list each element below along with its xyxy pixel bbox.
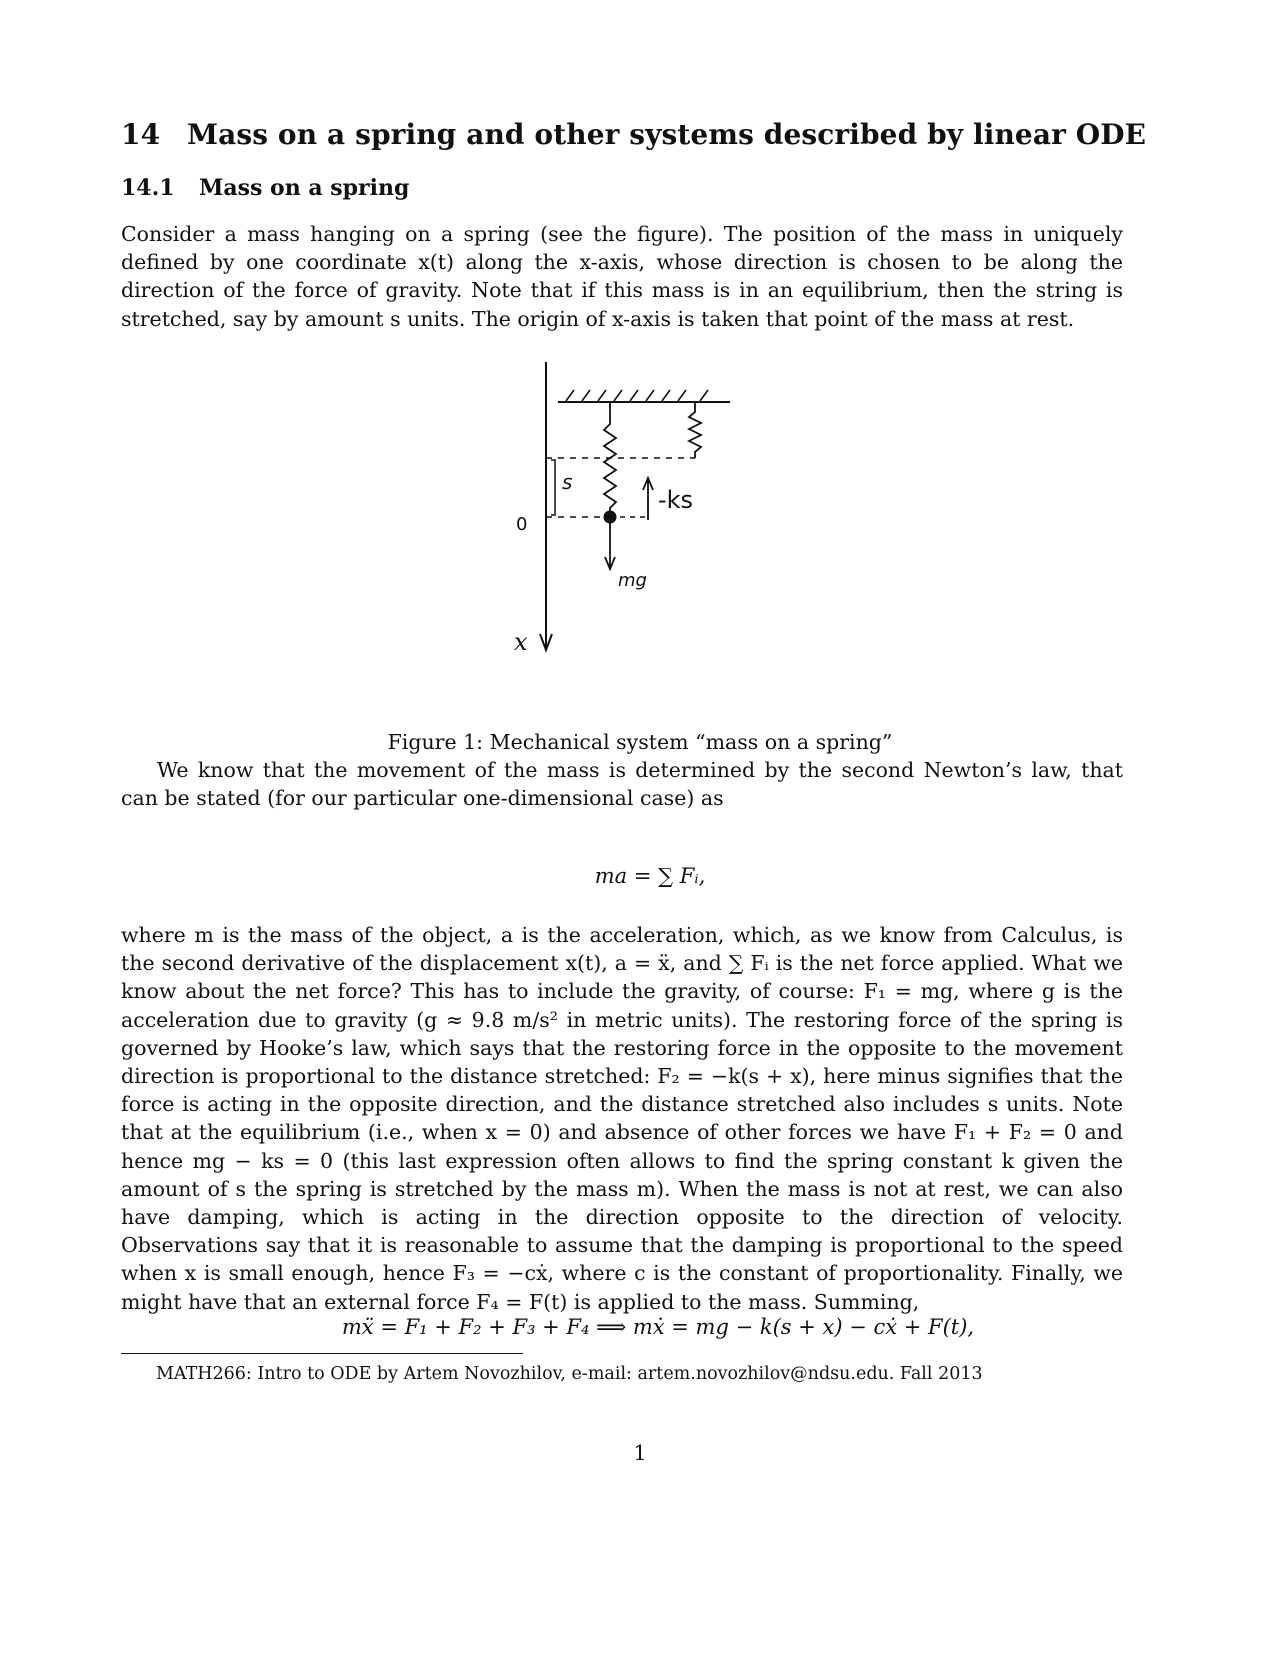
- unstretched-spring: [689, 402, 701, 458]
- subsection-number: 14.1: [121, 175, 175, 201]
- spring-mass-figure: [500, 362, 760, 682]
- ceiling-hatching: [566, 390, 708, 401]
- x-axis-label: x: [514, 628, 528, 656]
- section-heading: [121, 118, 1161, 151]
- footnote: MATH266: Intro to ODE by Artem Novozhilov, e-mail: artem.novozhilov@ndsu.edu. Fall 2013: [156, 1364, 983, 1384]
- mass-dot: [604, 511, 617, 524]
- summed-equation: mẍ = F₁ + F₂ + F₃ + F₄ ⟹ mẋ = mg − k(s + x) − cẋ + F(t),: [341, 1315, 975, 1339]
- page-number: 1: [633, 1441, 647, 1465]
- s-brace: [551, 460, 555, 515]
- section-title: Mass on a spring and other systems described by linear ODE: [187, 118, 1147, 151]
- mg-label: mg: [618, 570, 647, 591]
- section-number: 14: [121, 118, 161, 151]
- subsection-heading: [121, 175, 409, 201]
- intro-paragraph: Consider a mass hanging on a spring (see the figure). The position of the mass in uniquely defined by one coordinate x(t) along the x-axis, whose direction is chosen to be along the direction of the force of gravity. Note that if this mass is in an equilibrium, then the string is stretched, say by amount s units. The origin of x-axis is taken that point of the mass at rest.: [121, 222, 1123, 331]
- origin-label: 0: [516, 514, 528, 535]
- figure-caption: Figure 1: Mechanical system “mass on a spring”: [387, 730, 893, 754]
- footnote-rule: [121, 1353, 523, 1354]
- ks-label: -ks: [658, 486, 694, 514]
- newton-paragraph: We know that the movement of the mass is determined by the second Newton’s law, that can be stated (for our particular one-dimensional case) as: [121, 758, 1123, 811]
- forces-paragraph: where m is the mass of the object, a is the acceleration, which, as we know from Calculus, is the second derivative of the displacement x(t), a = ẍ, and ∑ Fᵢ is the net force applied. What we know about the net force? This has to include the gravity, of course: F₁ = mg, where g is the acceleration due to gravity (g ≈ 9.8 m/s² in metric units). The restoring force of the spring is governed by Hooke’s law, which says that the restoring force in the opposite to the movement direction is proportional to the distance stretched: F₂ = −k(s + x), here minus signifies that the force is acting in the opposite direction, and the distance stretched also includes s units. Note that at the equilibrium (i.e., when x = 0) and absence of other forces we have F₁ + F₂ = 0 and hence mg − ks = 0 (this last expression often allows to find the spring constant k given the amount of s the spring is stretched by the mass m). When the mass is not at rest, we can also have damping, which is acting in the direction opposite to the direction of velocity. Observations say that it is reasonable to assume that the damping is proportional to the speed when x is small enough, hence F₃ = −cẋ, where c is the constant of proportionality. Finally, we might have that an external force F₄ = F(t) is applied to the mass. Summing,: [121, 923, 1123, 1314]
- newton-equation: ma = ∑ Fᵢ,: [594, 864, 706, 888]
- s-label: s: [562, 470, 573, 494]
- subsection-title: Mass on a spring: [199, 175, 410, 201]
